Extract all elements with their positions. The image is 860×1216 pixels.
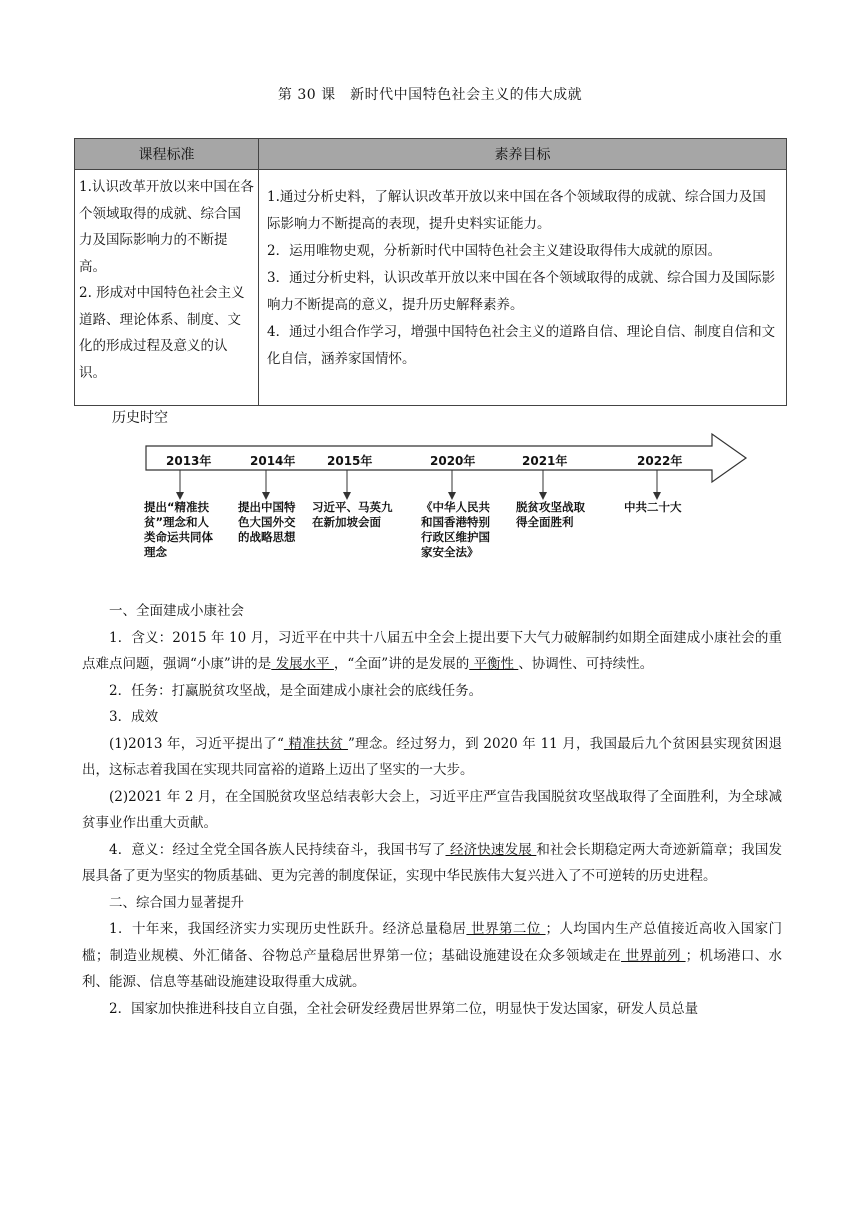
timeline-year: 2021年: [522, 454, 568, 468]
text-span: 4．意义：经过全党全国各族人民持续奋斗，我国书写了: [109, 841, 446, 858]
timeline-event: 提出中国特 色大国外交 的战略思想: [238, 500, 296, 544]
answer-blank: 平衡性: [469, 656, 519, 672]
lesson-content: [82, 598, 782, 1022]
standard-item: 2. 形成对中国特色社会主义道路、理论体系、制度、文化的形成过程及意义的认识。: [79, 285, 245, 381]
section-heading: 一、全面建成小康社会: [109, 603, 244, 619]
paragraph: 2．国家加快推进科技自立自强，全社会研发经费居世界第二位，明显快于发达国家，研发人员总量: [109, 1000, 699, 1017]
paragraph: [82, 731, 782, 784]
timeline-event: 习近平、马英九 在新加坡会面: [312, 500, 393, 529]
standards-table: [74, 138, 787, 406]
timeline-year: 2013年: [166, 454, 212, 468]
header-literacy-goal: 素养目标: [259, 139, 787, 170]
timeline-event: 中共二十大: [624, 500, 682, 514]
paragraph: [82, 625, 782, 678]
page-title: 第 30 课 新时代中国特色社会主义的伟大成就: [277, 87, 583, 103]
text-span: ，“全面”讲的是发展的: [333, 656, 470, 672]
course-standard-cell: [75, 170, 259, 406]
text-span: ；机场港口、水利、能源、信息等基础设施建设取得重大成就。: [82, 947, 782, 990]
answer-blank: 发展水平: [271, 656, 334, 672]
goal-item: 4．通过小组合作学习，增强中国特色社会主义的道路自信、理论自信、制度自信和文化自信，涵养家国情怀。: [267, 324, 776, 367]
timeline-year: 2015年: [327, 454, 373, 468]
paragraph: [82, 916, 782, 996]
text-span: ”理念。经过努力，到 2020 年 11 月，我国最后九个贫困县实现贫困退出，这标志着我国在实现共同富裕的道路上迈出了坚实的一大步。: [82, 735, 783, 778]
timeline-year: 2014年: [250, 454, 296, 468]
text-span: 1．十年来，我国经济实力实现历史性跃升。经济总量稳居: [109, 921, 467, 937]
timeline-event: 《中华人民共 和国香港特别 行政区维护国 家安全法》: [421, 500, 490, 559]
header-course-standard: 课程标准: [75, 139, 259, 170]
answer-blank: 精准扶贫: [283, 735, 348, 752]
standard-item: 1.认识改革开放以来中国在各个领域取得的成就、综合国力及国际影响力的不断提高。: [79, 179, 254, 275]
paragraph: (2)2021 年 2 月，在全国脱贫攻坚总结表彰大会上，习近平庄严宣告我国脱贫攻坚战取得了全面胜利，为全球减贫事业作出重大贡献。: [82, 788, 782, 831]
text-span: 、协调性、可持续性。: [518, 656, 654, 672]
timeline-event: 提出“精准扶 贫”理念和人 类命运共同体 理念: [144, 500, 213, 559]
timeline-year: 2020年: [430, 454, 476, 468]
section-heading: 二、综合国力显著提升: [109, 894, 244, 911]
paragraph: 3．成效: [109, 709, 159, 725]
text-span: ；人均国内生产总值接近高收入国家门槛；制造业规模、外汇储备、谷物总产量稳居世界第一位；基础设施建设在众多领域走在: [82, 921, 783, 964]
paragraph: 2．任务：打赢脱贫攻坚战，是全面建成小康社会的底线任务。: [109, 682, 483, 699]
goal-item: 2．运用唯物史观，分析新时代中国特色社会主义建设取得伟大成就的原因。: [267, 243, 722, 259]
section-label: 历史时空: [112, 410, 168, 426]
answer-blank: 世界第二位: [466, 921, 546, 937]
literacy-goal-cell: [259, 170, 787, 406]
timeline-year: 2022年: [637, 454, 683, 468]
goal-item: 1.通过分析史料，了解认识改革开放以来中国在各个领域取得的成就、综合国力及国际影响力不断提高的表现，提升史料实证能力。: [267, 189, 766, 232]
answer-blank: 世界前列: [621, 947, 686, 964]
goal-item: 3．通过分析史料，认识改革开放以来中国在各个领域取得的成就、综合国力及国际影响力不断提高的意义，提升历史解释素养。: [267, 270, 776, 313]
timeline: [140, 426, 760, 586]
text-span: (1)2013 年，习近平提出了“: [109, 735, 284, 752]
timeline-event: 脱贫攻坚战取 得全面胜利: [516, 500, 585, 529]
text-span: 和社会长期稳定两大奇迹新篇章；我国发展具备了更为坚实的物质基础、更为完善的制度保证，实现中华民族伟大复兴进入了不可逆转的历史进程。: [82, 841, 782, 884]
paragraph: [82, 837, 782, 890]
answer-blank: 经济快速发展: [445, 841, 537, 858]
text-span: 1．含义：2015 年 10 月，习近平在中共十八届五中全会上提出要下大气力破解制约如期全面建成小康社会的重点难点问题，强调“小康”讲的是: [82, 629, 782, 672]
